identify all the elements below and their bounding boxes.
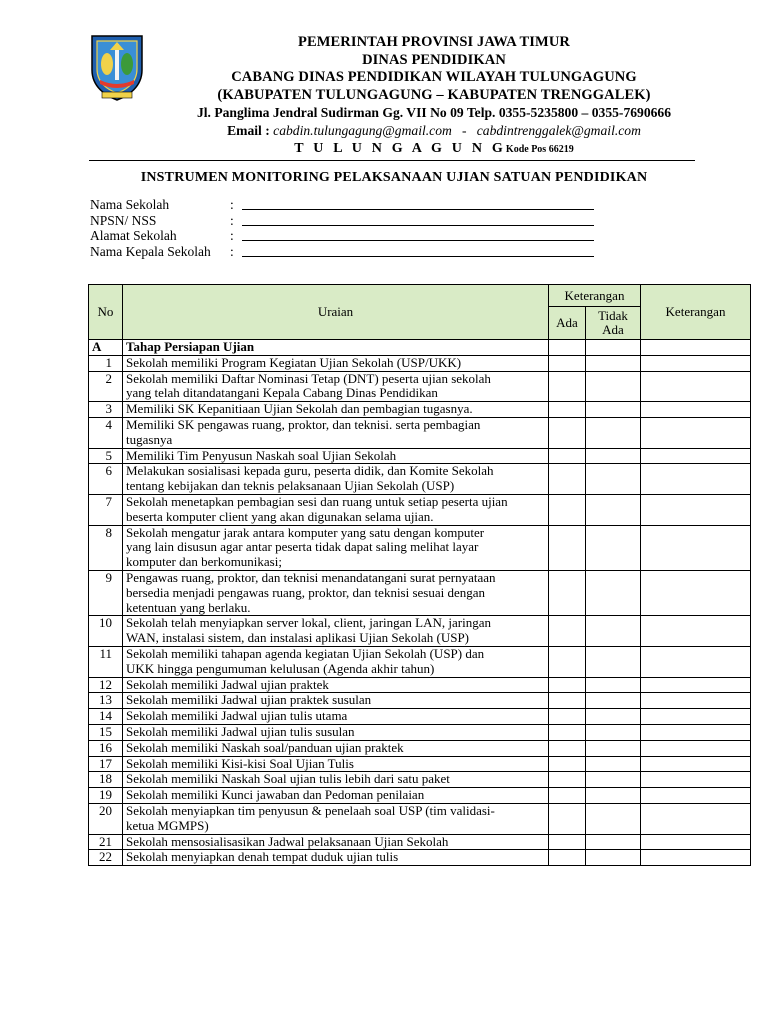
- row-number: 22: [89, 850, 123, 866]
- tidak-ada-checkbox-cell[interactable]: [586, 355, 641, 371]
- uraian-line: Sekolah memiliki tahapan agenda kegiatan Ujian Sekolah (USP) dan: [126, 645, 485, 661]
- col-uraian-header: Uraian: [123, 285, 549, 340]
- ada-checkbox-cell[interactable]: [549, 740, 586, 756]
- ada-checkbox-cell[interactable]: [549, 803, 586, 834]
- letterhead-address: Jl. Panglima Jendral Sudirman Gg. VII No 09 Telp. 0355-5235800 – 0355-7690666: [196, 105, 672, 120]
- uraian-line: Sekolah memiliki Program Kegiatan Ujian Sekolah (USP/UKK): [126, 354, 462, 370]
- row-number: 11: [89, 646, 123, 677]
- uraian-line: Sekolah memiliki Kisi-kisi Soal Ujian Tulis: [126, 755, 354, 771]
- table-row: [89, 494, 751, 525]
- identity-field-row: [90, 197, 594, 213]
- ada-checkbox-cell[interactable]: [549, 724, 586, 740]
- letterhead-line-4: (KABUPATEN TULUNGAGUNG – KABUPATEN TRENGGALEK): [217, 86, 651, 103]
- uraian-line: Sekolah telah menyiapkan server lokal, client, jaringan LAN, jaringan: [126, 615, 491, 631]
- keterangan-cell[interactable]: [641, 772, 751, 788]
- row-number: 18: [89, 772, 123, 788]
- letterhead-divider: [89, 160, 695, 161]
- row-uraian: [123, 616, 549, 647]
- uraian-line: Sekolah memiliki Naskah Soal ujian tulis lebih dari satu paket: [126, 771, 450, 787]
- section-tidak-ada-cell[interactable]: [586, 340, 641, 356]
- tidak-ada-checkbox-cell[interactable]: [586, 677, 641, 693]
- uraian-line: yang telah ditandatangani Kepala Cabang Dinas Pendidikan: [126, 385, 438, 401]
- city-name: T U L U N G A G U N G: [294, 141, 506, 156]
- field-colon: :: [230, 197, 234, 212]
- table-row: [89, 570, 751, 615]
- row-number: 13: [89, 693, 123, 709]
- row-number: 21: [89, 834, 123, 850]
- ada-checkbox-cell[interactable]: [549, 850, 586, 866]
- col-ada-header: Ada: [549, 307, 586, 340]
- letterhead-line-1: PEMERINTAH PROVINSI JAWA TIMUR: [298, 34, 570, 50]
- row-uraian: [123, 850, 549, 866]
- letterhead-line-2: DINAS PENDIDIKAN: [362, 51, 506, 68]
- row-uraian: [123, 402, 549, 418]
- uraian-line: Sekolah memiliki Daftar Nominasi Tetap (DNT) peserta ujian sekolah: [126, 370, 491, 386]
- keterangan-cell[interactable]: [641, 371, 751, 402]
- table-row: [89, 677, 751, 693]
- tidak-ada-checkbox-cell[interactable]: [586, 740, 641, 756]
- uraian-line: Sekolah memiliki Jadwal ujian tulis utama: [126, 708, 348, 724]
- tidak-ada-checkbox-cell[interactable]: [586, 788, 641, 804]
- row-uraian: [123, 371, 549, 402]
- row-number: 7: [89, 494, 123, 525]
- uraian-line: Sekolah memiliki Jadwal ujian tulis susulan: [126, 723, 355, 739]
- uraian-line: WAN, instalasi sistem, dan instalasi aplikasi Ujian Sekolah (USP): [126, 630, 470, 646]
- ada-checkbox-cell[interactable]: [549, 525, 586, 570]
- email-address-1: cabdin.tulungagung@gmail.com: [273, 123, 452, 138]
- ada-checkbox-cell[interactable]: [549, 709, 586, 725]
- uraian-line: Sekolah mensosialisasikan Jadwal pelaksanaan Ujian Sekolah: [126, 833, 449, 849]
- identity-field-row: [90, 244, 594, 260]
- row-number: 14: [89, 709, 123, 725]
- row-uraian: [123, 803, 549, 834]
- row-uraian: [123, 417, 549, 448]
- row-number: 2: [89, 371, 123, 402]
- keterangan-cell[interactable]: [641, 709, 751, 725]
- uraian-line: tentang kebijakan dan teknis pelaksanaan Ujian Sekolah (USP): [126, 478, 455, 494]
- keterangan-cell[interactable]: [641, 494, 751, 525]
- ada-checkbox-cell[interactable]: [549, 464, 586, 495]
- uraian-line: Sekolah mengatur jarak antara komputer yang satu dengan komputer: [126, 524, 485, 540]
- tidak-ada-checkbox-cell[interactable]: [586, 494, 641, 525]
- email-address-2: cabdintrenggalek@gmail.com: [476, 123, 641, 138]
- keterangan-cell[interactable]: [641, 448, 751, 464]
- uraian-line: Pengawas ruang, proktor, dan teknisi menandatangani surat pernyataan: [126, 569, 496, 585]
- uraian-line: beserta komputer client yang akan digunakan selama ujian.: [126, 508, 434, 524]
- row-uraian: [123, 677, 549, 693]
- keterangan-cell[interactable]: [641, 724, 751, 740]
- ada-checkbox-cell[interactable]: [549, 677, 586, 693]
- ada-checkbox-cell[interactable]: [549, 417, 586, 448]
- tidak-ada-checkbox-cell[interactable]: [586, 570, 641, 615]
- postcode: Kode Pos 66219: [505, 144, 574, 155]
- ada-checkbox-cell[interactable]: [549, 788, 586, 804]
- uraian-line: Sekolah memiliki Jadwal ujian praktek susulan: [126, 692, 372, 708]
- field-colon: :: [230, 243, 234, 259]
- keterangan-cell[interactable]: [641, 756, 751, 772]
- uraian-line: Sekolah memiliki Jadwal ujian praktek: [126, 676, 329, 692]
- keterangan-cell[interactable]: [641, 616, 751, 647]
- row-uraian: [123, 494, 549, 525]
- row-number: 3: [89, 402, 123, 418]
- uraian-line: Sekolah menetapkan pembagian sesi dan ruang untuk setiap peserta ujian: [126, 493, 508, 509]
- letterhead-email: [100, 122, 768, 140]
- keterangan-cell[interactable]: [641, 525, 751, 570]
- ada-checkbox-cell[interactable]: [549, 693, 586, 709]
- tidak-ada-checkbox-cell[interactable]: [586, 834, 641, 850]
- table-row: [89, 772, 751, 788]
- row-uraian: [123, 724, 549, 740]
- uraian-line: yang lain disusun agar antar peserta tidak dapat saling melihat layar: [126, 539, 479, 555]
- table-row: [89, 371, 751, 402]
- table-row: [89, 616, 751, 647]
- row-number: 1: [89, 355, 123, 371]
- uraian-line: Sekolah menyiapkan tim penyusun & penelaah soal USP (tim validasi-: [126, 802, 495, 818]
- tidak-ada-checkbox-cell[interactable]: [586, 402, 641, 418]
- row-uraian: [123, 756, 549, 772]
- col-keterangan-header: Keterangan: [641, 285, 751, 340]
- row-number: 19: [89, 788, 123, 804]
- email-label: Email :: [227, 123, 270, 138]
- ada-label: Ada: [602, 322, 624, 337]
- tidak-ada-checkbox-cell[interactable]: [586, 709, 641, 725]
- field-label: NPSN/ NSS: [90, 212, 157, 228]
- tidak-ada-checkbox-cell[interactable]: [586, 448, 641, 464]
- table-row: [89, 788, 751, 804]
- ada-checkbox-cell[interactable]: [549, 494, 586, 525]
- ada-checkbox-cell[interactable]: [549, 616, 586, 647]
- uraian-line: komputer dan berkomunikasi;: [126, 554, 282, 570]
- section-ada-cell[interactable]: [549, 340, 586, 356]
- identity-field-row: [90, 228, 594, 244]
- uraian-line: Sekolah memiliki Naskah soal/panduan ujian praktek: [126, 739, 404, 755]
- field-label: Alamat Sekolah: [90, 228, 177, 243]
- row-number: 4: [89, 417, 123, 448]
- col-tidak-ada-header: [586, 307, 641, 340]
- row-uraian: [123, 646, 549, 677]
- section-title: Tahap Persiapan Ujian: [123, 340, 549, 356]
- tidak-ada-checkbox-cell[interactable]: [586, 371, 641, 402]
- row-number: 8: [89, 525, 123, 570]
- table-row: [89, 464, 751, 495]
- identity-fields: [90, 197, 594, 259]
- letterhead: [100, 34, 768, 159]
- field-fill-line[interactable]: [242, 197, 594, 210]
- ada-checkbox-cell[interactable]: [549, 355, 586, 371]
- table-row: [89, 709, 751, 725]
- row-number: 12: [89, 677, 123, 693]
- row-uraian: [123, 464, 549, 495]
- identity-field-row: [90, 213, 594, 229]
- keterangan-cell[interactable]: [641, 740, 751, 756]
- tidak-ada-checkbox-cell[interactable]: [586, 525, 641, 570]
- table-row: [89, 525, 751, 570]
- tidak-ada-checkbox-cell[interactable]: [586, 693, 641, 709]
- keterangan-cell[interactable]: [641, 850, 751, 866]
- ada-checkbox-cell[interactable]: [549, 772, 586, 788]
- keterangan-cell[interactable]: [641, 464, 751, 495]
- row-uraian: [123, 693, 549, 709]
- section-keterangan-cell[interactable]: [641, 340, 751, 356]
- uraian-line: UKK hingga pengumuman kelulusan (Agenda akhir tahun): [126, 660, 435, 676]
- table-row: [89, 448, 751, 464]
- table-row: [89, 850, 751, 866]
- tidak-ada-checkbox-cell[interactable]: [586, 724, 641, 740]
- row-uraian: [123, 788, 549, 804]
- table-row: [89, 834, 751, 850]
- field-colon: :: [230, 212, 234, 228]
- letterhead-city: [100, 140, 768, 159]
- tidak-ada-checkbox-cell[interactable]: [586, 756, 641, 772]
- row-number: 6: [89, 464, 123, 495]
- keterangan-cell[interactable]: [641, 646, 751, 677]
- col-no-header: No: [89, 285, 123, 340]
- keterangan-cell[interactable]: [641, 788, 751, 804]
- field-colon: :: [230, 228, 234, 243]
- document-title: INSTRUMEN MONITORING PELAKSANAAN UJIAN SATUAN PENDIDIKAN: [140, 170, 648, 185]
- ada-checkbox-cell[interactable]: [549, 448, 586, 464]
- ada-checkbox-cell[interactable]: [549, 402, 586, 418]
- ada-checkbox-cell[interactable]: [549, 371, 586, 402]
- ada-checkbox-cell[interactable]: [549, 646, 586, 677]
- tidak-label: Tidak: [598, 308, 628, 323]
- uraian-line: Melakukan sosialisasi kepada guru, peserta didik, dan Komite Sekolah: [126, 463, 494, 479]
- uraian-line: Memiliki Tim Penyusun Naskah soal Ujian Sekolah: [126, 447, 397, 463]
- uraian-line: Memiliki SK pengawas ruang, proktor, dan teknisi. serta pembagian: [126, 416, 481, 432]
- table-row: [89, 740, 751, 756]
- row-uraian: [123, 772, 549, 788]
- row-uraian: [123, 448, 549, 464]
- table-row: [89, 402, 751, 418]
- row-uraian: [123, 570, 549, 615]
- row-number: 17: [89, 756, 123, 772]
- row-number: 15: [89, 724, 123, 740]
- row-number: 20: [89, 803, 123, 834]
- uraian-line: Memiliki SK Kepanitiaan Ujian Sekolah dan pembagian tugasnya.: [126, 401, 473, 417]
- tidak-ada-checkbox-cell[interactable]: [586, 646, 641, 677]
- keterangan-cell[interactable]: [641, 803, 751, 834]
- table-row: [89, 355, 751, 371]
- row-uraian: [123, 740, 549, 756]
- letterhead-line-3: CABANG DINAS PENDIDIKAN WILAYAH TULUNGAGUNG: [231, 69, 637, 85]
- tidak-ada-checkbox-cell[interactable]: [586, 464, 641, 495]
- keterangan-cell[interactable]: [641, 677, 751, 693]
- uraian-line: ketentuan yang berlaku.: [126, 599, 251, 615]
- uraian-line: tugasnya: [126, 431, 173, 447]
- row-uraian: [123, 525, 549, 570]
- row-number: 16: [89, 740, 123, 756]
- row-uraian: [123, 834, 549, 850]
- ada-checkbox-cell[interactable]: [549, 834, 586, 850]
- table-row: [89, 693, 751, 709]
- section-code: A: [89, 340, 123, 356]
- keterangan-cell[interactable]: [641, 402, 751, 418]
- keterangan-cell[interactable]: [641, 355, 751, 371]
- row-uraian: [123, 355, 549, 371]
- monitoring-table: [88, 284, 751, 866]
- uraian-line: Sekolah menyiapkan denah tempat duduk ujian tulis: [126, 849, 399, 865]
- row-number: 10: [89, 616, 123, 647]
- field-label: Nama Sekolah: [90, 197, 170, 212]
- keterangan-cell[interactable]: [641, 570, 751, 615]
- row-uraian: [123, 709, 549, 725]
- row-number: 9: [89, 570, 123, 615]
- keterangan-cell[interactable]: [641, 417, 751, 448]
- row-number: 5: [89, 448, 123, 464]
- email-separator: -: [462, 123, 467, 138]
- table-row: [89, 756, 751, 772]
- ada-checkbox-cell[interactable]: [549, 756, 586, 772]
- keterangan-cell[interactable]: [641, 693, 751, 709]
- table-row: [89, 646, 751, 677]
- uraian-line: bersedia menjadi pengawas ruang, proktor, dan teknisi sesuai dengan: [126, 584, 486, 600]
- col-keterangan-group-header: Keterangan: [549, 285, 641, 307]
- section-row: [89, 340, 751, 356]
- field-label: Nama Kepala Sekolah: [90, 243, 211, 259]
- field-fill-line[interactable]: [242, 213, 594, 226]
- tidak-ada-checkbox-cell[interactable]: [586, 417, 641, 448]
- field-fill-line[interactable]: [242, 228, 594, 241]
- uraian-line: Sekolah memiliki Kunci jawaban dan Pedoman penilaian: [126, 787, 425, 803]
- uraian-line: ketua MGMPS): [126, 817, 209, 833]
- tidak-ada-checkbox-cell[interactable]: [586, 803, 641, 834]
- tidak-ada-checkbox-cell[interactable]: [586, 850, 641, 866]
- ada-checkbox-cell[interactable]: [549, 570, 586, 615]
- keterangan-cell[interactable]: [641, 834, 751, 850]
- field-fill-line[interactable]: [242, 244, 594, 257]
- table-row: [89, 724, 751, 740]
- table-row: [89, 803, 751, 834]
- tidak-ada-checkbox-cell[interactable]: [586, 772, 641, 788]
- tidak-ada-checkbox-cell[interactable]: [586, 616, 641, 647]
- table-row: [89, 417, 751, 448]
